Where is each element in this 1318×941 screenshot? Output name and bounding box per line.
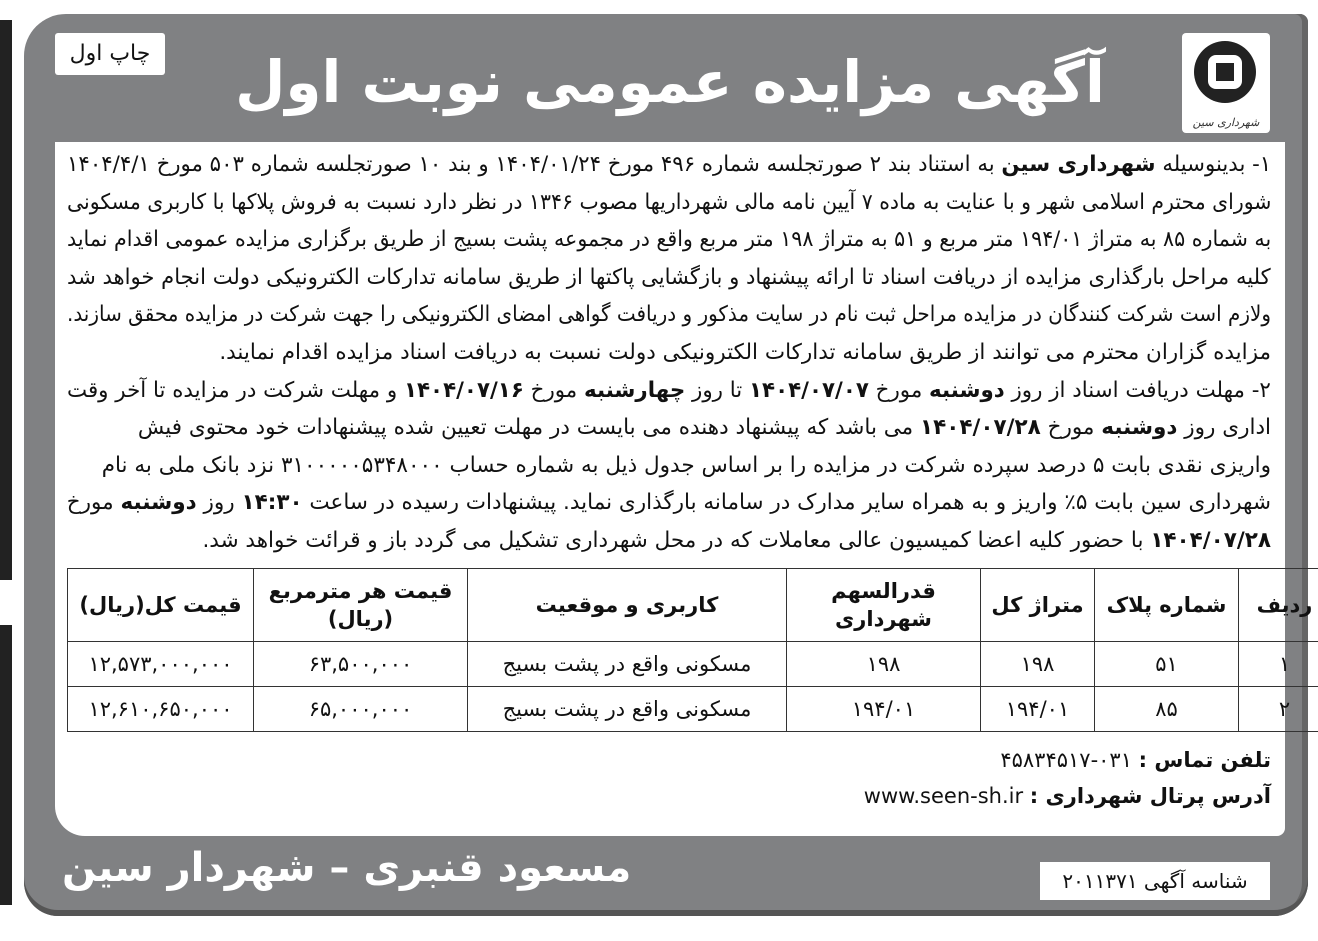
cell-text: ۱۹۸	[866, 651, 901, 676]
body-line-text	[67, 372, 1271, 410]
bold-text: دوشنبه	[120, 490, 197, 516]
body-line-text	[67, 221, 1271, 259]
column-header: قیمت کل(ریال)	[68, 568, 254, 641]
cell-text: ۱۹۴/۰۱	[1005, 696, 1070, 721]
table-cell	[1095, 686, 1239, 731]
bold-text: ۱۴۰۴/۰۷/۲۸	[920, 415, 1041, 441]
text-segment: مورخ	[66, 490, 121, 516]
text-segment: روز	[196, 490, 242, 516]
text-segment: واریزی نقدی بابت ۵ درصد سپرده شرکت در مزایده را بر اساس جدول ذیل به شماره حساب ۳۱۰۰۰۰۰۵۳۴۸۰۰۰ نزد بانک ملی به نام	[101, 452, 1271, 478]
table-cell	[68, 641, 254, 686]
text-segment: مورخ	[523, 377, 585, 403]
text-segment: با حضور کلیه اعضا کمیسیون عالی معاملات که در محل شهرداری تشکیل می گردد باز و قرائت خواهد شد.	[202, 527, 1151, 553]
column-header: کاربری و موقعیت	[468, 568, 787, 641]
cell-text: ۱۹۴/۰۱	[851, 696, 916, 721]
portal-label: آدرس پرتال شهرداری :	[1029, 783, 1271, 808]
text-segment: و مهلت شرکت در مزایده تا آخر وقت	[67, 377, 405, 403]
column-header: قدرالسهم شهرداری	[787, 568, 981, 641]
body-line-text	[67, 146, 1271, 184]
bold-text: ۱۴۰۴/۰۷/۰۷	[749, 377, 869, 403]
cell-text: ۶۳,۵۰۰,۰۰۰	[308, 651, 413, 676]
cell-text: ۵۱	[1155, 651, 1178, 676]
text-segment: ولازم است شرکت کنندگان در مزایده مراحل ثبت نام در سایت مذکور و دریافت گواهی امضای الکترونیکی را جهت شرکت در مزایده محقق سازند.	[67, 302, 1271, 328]
table-cell	[254, 641, 468, 686]
table-cell	[68, 686, 254, 731]
bold-text: ۱۴۰۴/۰۷/۲۸	[1150, 527, 1271, 553]
body-line	[67, 296, 1271, 334]
text-segment: می باشد که پیشنهاد دهنده می بایست در مهلت تعیین شده پیشنهادات خود محتوی فیش	[137, 415, 921, 441]
text-segment: کلیه مراحل بارگذاری مزایده از دریافت اسناد تا ارائه پیشنهاد و بازگشایی پاکتها از طریق سامانه تدارکات الکترونیکی دولت انجام خواهد شد	[67, 264, 1271, 290]
body-line	[67, 484, 1271, 522]
ad-title: آگهی مزایده عمومی نوبت اول	[235, 48, 1105, 116]
cell-text: ۲	[1278, 696, 1291, 721]
column-header: شماره پلاک	[1095, 568, 1239, 641]
body-text	[67, 146, 1271, 560]
body-line-text	[138, 409, 1271, 447]
table-cell	[787, 641, 981, 686]
text-segment: به شماره ۸۵ به متراژ ۱۹۴/۰۱ متر مربع و ۵۱ به متراژ ۱۹۸ متر مربع واقع در مجموعه پشت بسیج از طریق برگزاری مزایده عمومی اقدام نماید	[66, 227, 1271, 253]
bold-text: دوشنبه	[1101, 415, 1178, 441]
body-line	[67, 184, 1271, 222]
cell-text: مسکونی واقع در پشت بسیج	[502, 651, 752, 676]
text-segment: ۲- مهلت دریافت اسناد از روز	[1004, 377, 1271, 403]
body-line-text	[219, 334, 1271, 372]
text-segment: تا روز	[685, 377, 750, 403]
body-line-text	[67, 296, 1271, 334]
bold-text: ۱۴۰۴/۰۷/۱۶	[404, 377, 524, 403]
text-segment: به استناد بند ۲ صورتجلسه شماره ۴۹۶ مورخ ۱۴۰۴/۰۱/۲۴ و بند ۱۰ صورتجلسه شماره ۵۰۳ مورخ ۱۴۰۴/۴/۱	[66, 152, 1002, 177]
body-line	[67, 522, 1271, 560]
bold-text: چهارشنبه	[584, 377, 686, 403]
body-line-text	[102, 447, 1271, 485]
table-cell	[1095, 641, 1239, 686]
phone-label: تلفن تماس :	[1138, 747, 1271, 772]
municipality-logo	[1182, 33, 1270, 133]
column-header: ردیف	[1239, 568, 1318, 641]
table-cell	[981, 686, 1095, 731]
signature: مسعود قنبری – شهردار سین	[62, 845, 632, 891]
cell-text: ۱	[1278, 651, 1291, 676]
text-segment: شورای محترم اسلامی شهر و با عنایت به ماده ۷ آیین نامه مالی شهرداریها مصوب ۱۳۴۶ در نظر دارد نسبت به فروش پلاکها با کاربری مسکونی	[66, 189, 1271, 215]
bold-text: دوشنبه	[929, 377, 1005, 403]
table-row	[68, 641, 1318, 686]
ad-id: شناسه آگهی ۲۰۱۱۳۷۱	[1040, 862, 1270, 900]
column-header: قیمت هر مترمربع (ریال)	[254, 568, 468, 641]
table-cell	[787, 686, 981, 731]
ad-content	[55, 142, 1313, 836]
body-line	[67, 372, 1271, 410]
cell-text: ۱۲,۵۷۳,۰۰۰,۰۰۰	[88, 651, 233, 676]
logo-caption: شهرداری سین	[1192, 116, 1260, 129]
bold-text: ۱۴:۳۰	[241, 490, 303, 516]
text-segment: مزایده گزاران محترم می توانند از طریق سامانه تدارکات الکترونیکی دولت نسبت به دریافت اسناد مزایده اقدام نمایند.	[219, 339, 1271, 365]
body-line-text	[67, 484, 1271, 522]
lots-table	[67, 568, 1318, 732]
logo-emblem-icon	[1194, 41, 1256, 103]
body-line	[67, 146, 1271, 184]
body-line-text	[67, 259, 1271, 297]
cell-text: ۱۲,۶۱۰,۶۵۰,۰۰۰	[88, 696, 233, 721]
body-line-text	[67, 184, 1271, 222]
text-segment: ۱- بدینوسیله	[1155, 152, 1271, 177]
table-cell	[1239, 686, 1318, 731]
page-edge	[0, 625, 12, 905]
body-line	[67, 409, 1271, 447]
portal-link[interactable]: www.seen-sh.ir	[863, 783, 1024, 808]
contact-info	[67, 742, 1271, 814]
print-badge: چاپ اول	[55, 33, 165, 75]
table-cell	[468, 686, 787, 731]
phone-number: ۰۳۱-۴۵۸۳۴۵۱۷	[1000, 747, 1132, 772]
body-line-text	[202, 522, 1271, 560]
column-header: متراژ کل	[981, 568, 1095, 641]
text-segment: اداری روز	[1177, 415, 1271, 441]
text-segment: مورخ	[1040, 415, 1102, 441]
table-cell	[468, 641, 787, 686]
bold-text: شهرداری سین	[1001, 152, 1156, 177]
cell-text: ۱۹۸	[1020, 651, 1055, 676]
body-line	[67, 221, 1271, 259]
body-line	[67, 334, 1271, 372]
cell-text: ۸۵	[1155, 696, 1178, 721]
text-segment: مورخ	[868, 377, 930, 403]
cell-text: ۶۵,۰۰۰,۰۰۰	[308, 696, 413, 721]
body-line	[67, 447, 1271, 485]
body-line	[67, 259, 1271, 297]
table-row	[68, 686, 1318, 731]
cell-text: مسکونی واقع در پشت بسیج	[502, 696, 752, 721]
table-cell	[981, 641, 1095, 686]
table-cell	[1239, 641, 1318, 686]
table-cell	[254, 686, 468, 731]
ad-title-container	[190, 32, 1150, 132]
text-segment: شهرداری سین بابت ۵٪ واریز و به همراه سایر مدارک در سامانه بارگذاری نماید. پیشنهادات رسیده در ساعت	[302, 490, 1271, 516]
